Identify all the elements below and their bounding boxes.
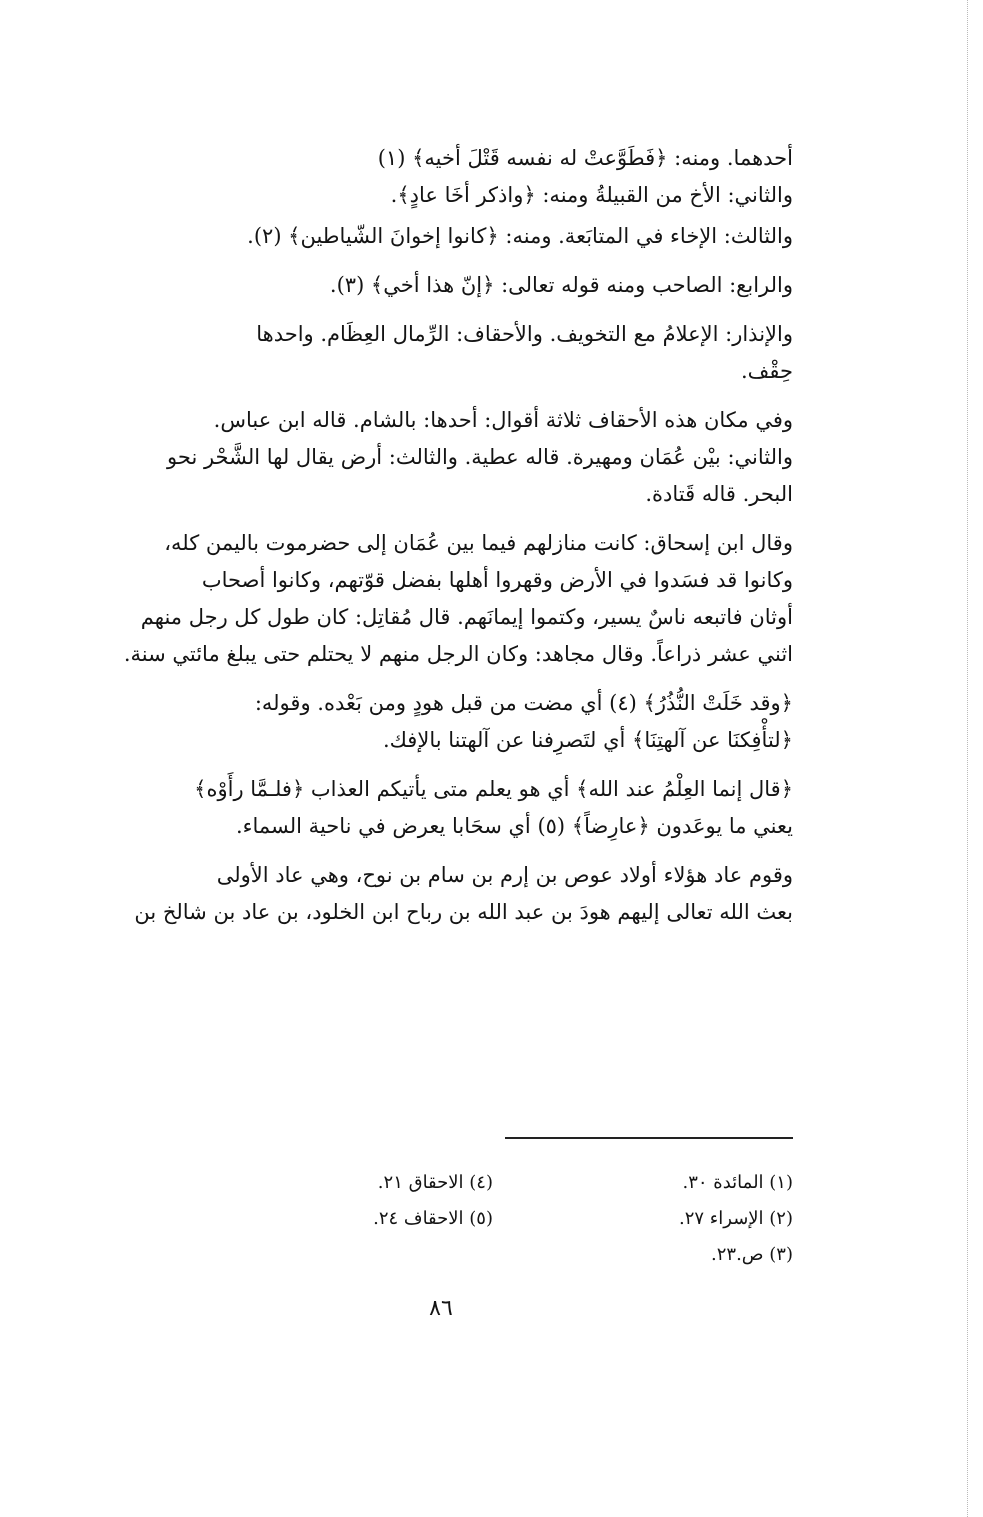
text-line: بعث الله تعالى إليهم هودَ بن عبد الله بن رباح ابن الخلود، بن عاد بن شالخ بن	[134, 900, 793, 924]
footnotes-column-right	[563, 1165, 793, 1273]
paragraph-3	[105, 267, 793, 304]
text-line: والثاني: الأخ من القبيلةُ ومنه: ﴿واذكر أخَا عادٍ﴾.	[390, 183, 793, 207]
text-line: يعني ما يوعَدون ﴿عارِضاً﴾ (٥) أي سحَابا يعرض في ناحية السماء.	[235, 814, 793, 838]
paragraph-8	[105, 771, 793, 845]
text-line: ﴿وقد خَلَتْ النُّذُرُ﴾ (٤) أي مضت من قبل هودٍ ومن بَعْده. وقوله:	[254, 691, 793, 715]
text-line: وكانوا قد فسَدوا في الأرض وقهروا أهلها بفضل قوّتهم، وكانوا أصحاب	[201, 568, 793, 592]
footnote-1: (١) المائدة ٣٠.	[682, 1172, 793, 1193]
text-line: والثالث: الإخاء في المتابَعة. ومنه: ﴿كانوا إخوانَ الشّياطين﴾ (٢).	[247, 224, 793, 248]
page-number: ٨٦	[429, 1296, 453, 1321]
text-line: البحر. قاله قَتادة.	[645, 482, 793, 506]
text-line: ﴿لتأْفِكنَا عن آلهتِنَا﴾ أي لتَصرِفنا عن آلهتنا بالإفك.	[382, 728, 793, 752]
paragraph-1	[105, 140, 793, 214]
footnote-2: (٢) الإسراء ٢٧.	[679, 1208, 793, 1229]
text-line: وفي مكان هذه الأحقاف ثلاثة أقوال: أحدها: بالشام. قاله ابن عباس.	[213, 408, 793, 432]
text-line: ﴿قال إنما العِلْمُ عند الله﴾ أي هو يعلم متى يأتيكم العذاب ﴿فلـمَّا رأَوْه﴾	[194, 777, 793, 801]
paragraph-9	[105, 857, 793, 931]
footnotes-column-left	[293, 1165, 493, 1237]
text-line: والإنذار: الإعلامُ مع التخويف. والأحقاف: الرِّمال العِظَام. واحدها	[256, 322, 793, 346]
text-line: والثاني: بيْن عُمَان ومهيرة. قاله عطية. والثالث: أرض يقال لها الشَّحْر نحو	[167, 445, 793, 469]
footnote-separator	[505, 1137, 793, 1139]
footnote-4: (٤) الاحقاق ٢١.	[377, 1172, 493, 1193]
paragraph-2	[105, 218, 793, 255]
text-line: وقال ابن إسحاق: كانت منازلهم فيما بين عُمَان إلى حضرموت باليمن كله،	[164, 531, 793, 555]
paragraph-7	[105, 685, 793, 759]
text-line: اثني عشر ذراعاً. وقال مجاهد: وكان الرجل منهم لا يحتلم حتى يبلغ مائتي سنة.	[123, 642, 793, 666]
paragraph-6	[105, 525, 793, 673]
binding-edge-line	[967, 0, 968, 1517]
text-line: والرابع: الصاحب ومنه قوله تعالى: ﴿إنّ هذا أخي﴾ (٣).	[329, 273, 793, 297]
paragraph-4	[105, 316, 793, 390]
text-line: حِقْف.	[740, 359, 793, 383]
text-line: أحدهما. ومنه: ﴿فَطَوَّعتْ له نفسه قَتْلَ أخيه﴾ (١)	[377, 146, 793, 170]
paragraph-5	[105, 402, 793, 513]
main-text	[105, 140, 793, 943]
footnote-3: (٣) ص.٢٣.	[710, 1244, 793, 1265]
footnote-5: (٥) الاحقاف ٢٤.	[373, 1208, 493, 1229]
text-line: وقوم عاد هؤلاء أولاد عوص بن إرم بن سام بن نوح، وهي عاد الأولى	[216, 863, 793, 887]
text-line: أوثان فاتبعه ناسٌ يسير، وكتموا إيمانَهم. قال مُقاتِل: كان طول كل رجل منهم	[140, 605, 793, 629]
